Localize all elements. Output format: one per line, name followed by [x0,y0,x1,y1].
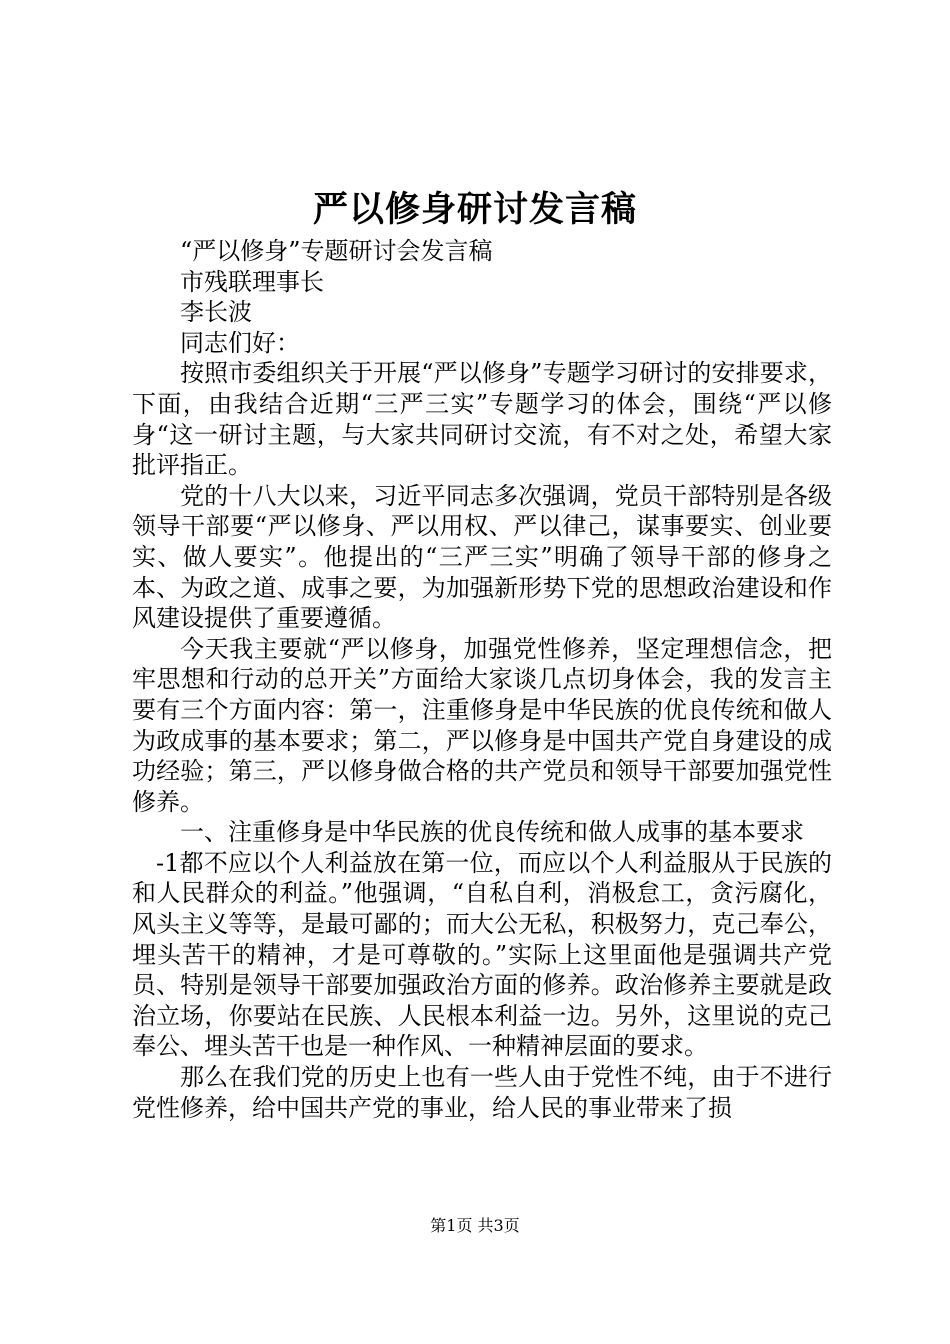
salutation: 同志们好： [180,328,300,357]
speech-heading: “严以修身”专题研讨会发言稿 [180,237,493,265]
document-title: 严以修身研讨发言稿 [312,189,637,230]
page-number-footer: 第1页 共3页 [430,1216,520,1235]
body-paragraph: 按照市委组织关于开展“严以修身”专题学习研讨的安排要求，下面，由我结合近期“三严三实”专题学习的体会，围绕“严以修身“这一研讨主题，与大家共同研讨交流，有不对之处，希望大家批评指正。 [132,359,832,480]
speaker-name: 李长波 [180,298,252,327]
speaker-position: 市残联理事长 [180,267,324,296]
body-paragraph: 今天我主要就“严以修身，加强党性修养，坚定理想信念，把牢思想和行动的总开关”方面给大家谈几点切身体会，我的发言主要有三个方面内容：第一，注重修身是中华民族的优良传统和做人为政成事的基本要求；第二，严以修身是中国共产党自身建设的成功经验；第三，严以修身做合格的共产党员和领导干部要加强党性修养。 [132,634,832,816]
section-heading: 一、注重修身是中华民族的优良传统和做人成事的基本要求 [180,818,804,847]
body-paragraph: 那么在我们党的历史上也有一些人由于党性不纯，由于不进行党性修养，给中国共产党的事业，给人民的事业带来了损 [132,1063,832,1122]
body-paragraph: 党的十八大以来，习近平同志多次强调，党员干部特别是各级领导干部要“严以修身、严以用权、严以律己，谋事要实、创业要实、做人要实”。他提出的“三严三实”明确了领导干部的修身之本、为政之道、成事之要，为加强新形势下党的思想政治建设和作风建设提供了重要遵循。 [132,481,832,633]
body-paragraph: -1都不应以个人利益放在第一位，而应以个人利益服从于民族的和人民群众的利益。”他强调，“自私自利，消极怠工，贪污腐化，风头主义等等，是最可鄙的；而大公无私，积极努力，克己奉公，埋头苦干的精神，才是可尊敬的。”实际上这里面他是强调共产党员、特别是领导干部要加强政治方面的修养。政治修养主要就是政治立场，你要站在民族、人民根本利益一边。另外，这里说的克己奉公、埋头苦干也是一种作风、一种精神层面的要求。 [132,848,832,1061]
document-body [132,236,832,1123]
